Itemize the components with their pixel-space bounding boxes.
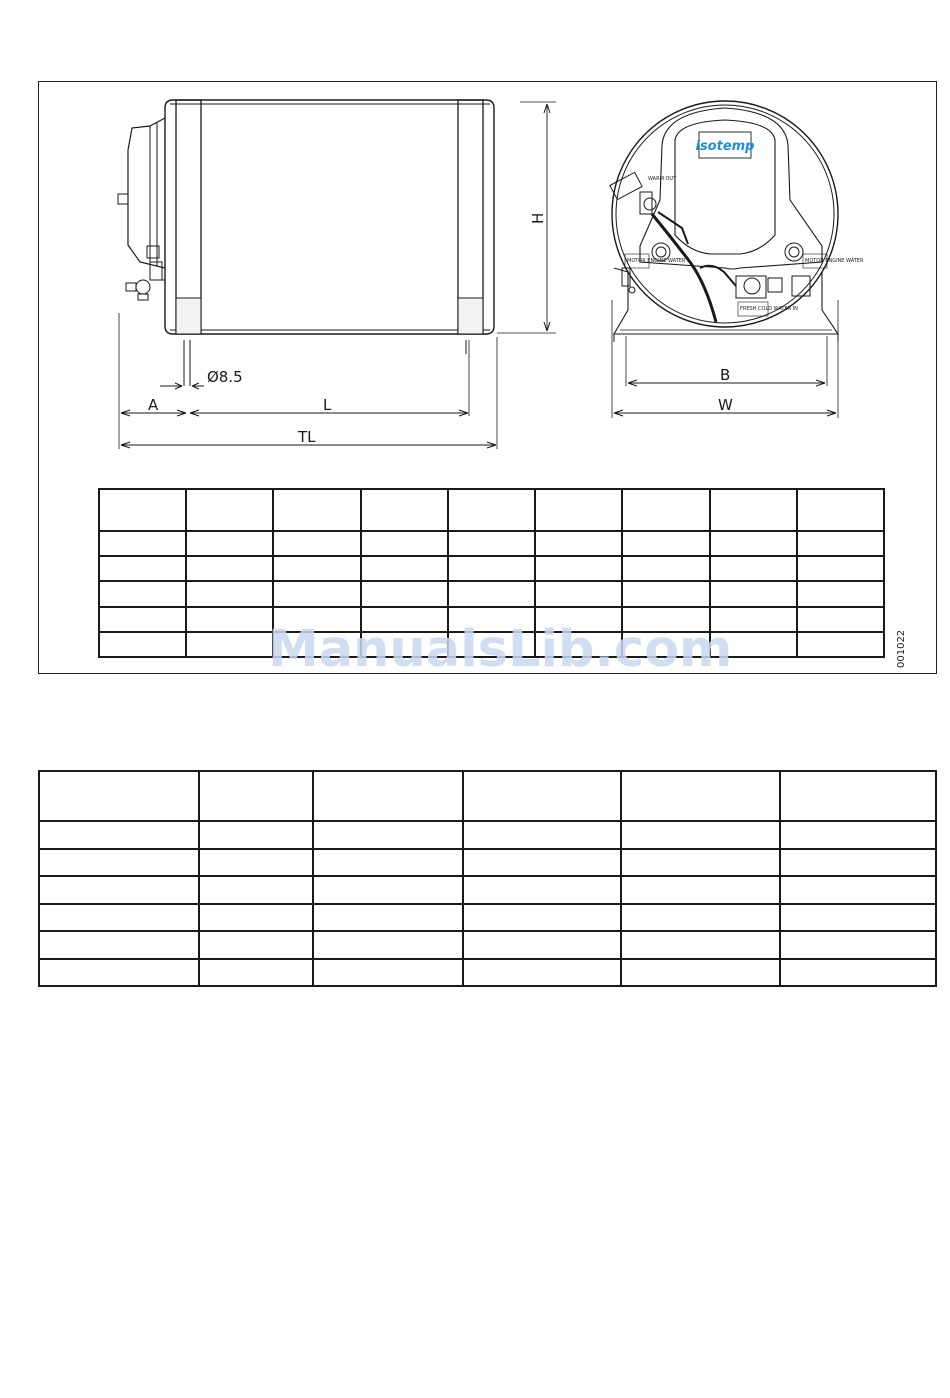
motor-engine-water-right-label: MOTOR ENGINE WATER [805, 258, 864, 264]
dimension-w-label: W [718, 396, 733, 414]
dimension-b-label: B [720, 366, 731, 384]
dimension-tl-label: TL [298, 428, 316, 446]
table-row [39, 931, 936, 959]
warm-out-label: WARM OUT [648, 176, 677, 182]
table-row [39, 904, 936, 932]
models-table [38, 770, 937, 987]
dimension-l-label: L [323, 396, 332, 414]
side-view [118, 100, 556, 449]
table-row [39, 849, 936, 877]
motor-engine-water-left-label: MOTOR ENGINE WATER [627, 258, 686, 264]
table-row [99, 581, 884, 606]
table-row [99, 556, 884, 581]
table-row [39, 876, 936, 904]
manualslib-watermark: ManualsLib.com [268, 620, 733, 679]
table-header-row [99, 489, 884, 531]
isotemp-logo: isotemp [695, 139, 755, 154]
table-row [39, 821, 936, 849]
table-row [99, 531, 884, 556]
dimension-a-label: A [148, 396, 159, 414]
table-header-row [39, 771, 936, 821]
dimension-h-label: H [529, 212, 547, 224]
fresh-cold-water-in-label: FRESH COLD WATER IN [740, 306, 798, 312]
figure-code: 001022 [896, 629, 907, 668]
hole-diameter-label: Ø8.5 [207, 368, 243, 386]
table-row [39, 959, 936, 987]
